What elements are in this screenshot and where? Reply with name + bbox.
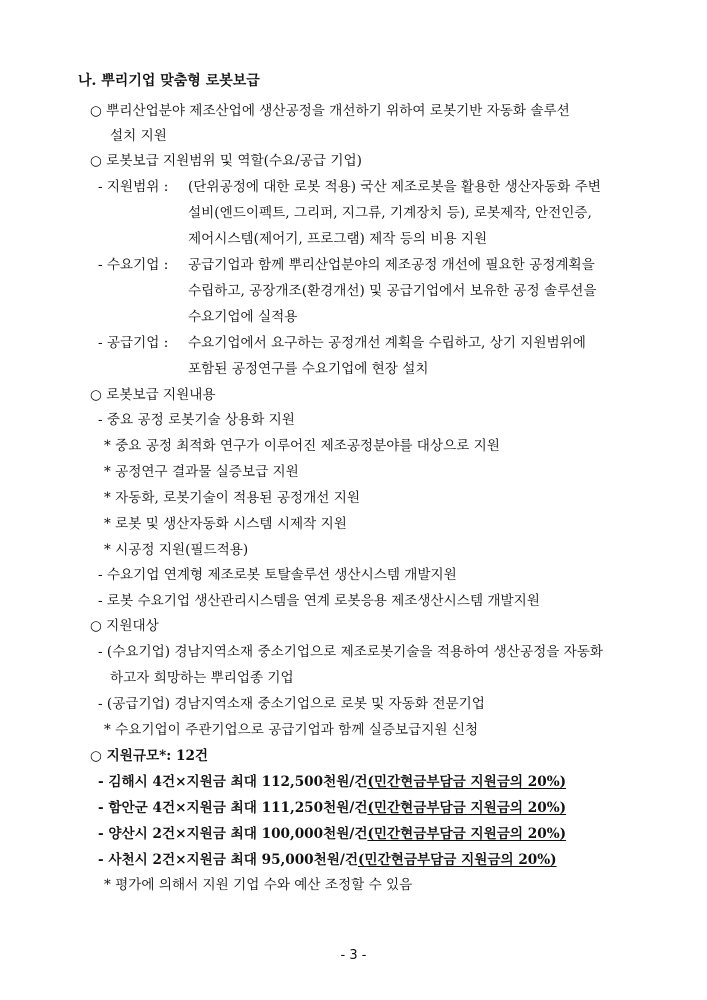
content-note: * 자동화, 로봇기술이 적용된 공정개선 지원 (104, 490, 360, 506)
content-heading: ○ 로봇보급 지원내용 (90, 387, 216, 403)
support-range-line-2: 설비(엔드이펙트, 그리퍼, 지그류, 기계장치 등), 로봇제작, 안전인증, (188, 205, 592, 221)
scale-row-condition: (민간현금부담금 지원금의 20%) (367, 774, 567, 790)
target-supply-line: - (공급기업) 경남지역소재 중소기업으로 로봇 및 자동화 전문기업 (98, 696, 485, 712)
purpose-line-2: 설치 지원 (110, 128, 167, 144)
content-note: * 시공정 지원(필드적용) (104, 542, 249, 558)
scope-heading: ○ 로봇보급 지원범위 및 역할(수요/공급 기업) (90, 153, 362, 169)
content-item-2: - 수요기업 연계형 제조로봇 토탈솔루션 생산시스템 개발지원 (98, 567, 457, 583)
demand-line-1: 공급기업과 함께 뿌리산업분야의 제조공정 개선에 필요한 공정계획을 (188, 257, 595, 273)
scale-row-condition: (민간현금부담금 지원금의 20%) (358, 852, 557, 868)
demand-label: - 수요기업 : (98, 257, 169, 273)
content-note: * 로봇 및 생산자동화 시스템 시제작 지원 (104, 516, 347, 532)
scale-row (98, 850, 557, 870)
support-range-label: - 지원범위 : (98, 179, 169, 195)
demand-line-2: 수립하고, 공장개조(환경개선) 및 공급기업에서 보유한 공정 솔루션을 (188, 283, 597, 299)
target-note: * 수요기업이 주관기업으로 공급기업과 함께 실증보급지원 신청 (104, 722, 479, 738)
supply-line-2: 포함된 공정연구를 수요기업에 현장 설치 (188, 361, 429, 377)
target-demand-line-2: 하고자 희망하는 뿌리업종 기업 (110, 670, 294, 686)
purpose-line-1: ○ 뿌리산업분야 제조산업에 생산공정을 개선하기 위하여 로봇기반 자동화 솔루션 (90, 103, 570, 119)
content-note: * 공정연구 결과물 실증보급 지원 (104, 464, 299, 480)
scale-row (98, 772, 566, 792)
scale-row-main: - 김해시 4건×지원금 최대 112,500천원/건 (98, 774, 368, 790)
section-title: 나. 뿌리기업 맞춤형 로봇보급 (78, 73, 260, 89)
demand-line-3: 수요기업에 실적용 (188, 309, 298, 325)
supply-label: - 공급기업 : (98, 335, 169, 351)
page-number: - 3 - (340, 948, 367, 963)
scale-row-condition: (민간현금부담금 지원금의 20%) (367, 800, 567, 816)
support-range-line-3: 제어시스템(제어기, 프로그램) 제작 등의 비용 지원 (188, 231, 488, 247)
scale-row-condition: (민간현금부담금 지원금의 20%) (367, 826, 567, 842)
content-item-1: - 중요 공정 로봇기술 상용화 지원 (98, 412, 295, 428)
content-note: * 중요 공정 최적화 연구가 이루어진 제조공정분야를 대상으로 지원 (104, 438, 500, 454)
scale-row (98, 824, 566, 844)
scale-row-main: - 사천시 2건×지원금 최대 95,000천원/건 (98, 852, 358, 868)
support-range-line-1: (단위공정에 대한 로봇 적용) 국산 제조로봇을 활용한 생산자동화 주변 (188, 179, 601, 195)
supply-line-1: 수요기업에서 요구하는 공정개선 계획을 수립하고, 상기 지원범위에 (188, 335, 586, 351)
scale-heading: ○ 지원규모*: 12건 (90, 748, 209, 764)
scale-row (98, 798, 566, 818)
target-heading: ○ 지원대상 (90, 618, 159, 634)
scale-row-main: - 양산시 2건×지원금 최대 100,000천원/건 (98, 826, 368, 842)
content-item-3: - 로봇 수요기업 생산관리시스템을 연계 로봇응용 제조생산시스템 개발지원 (98, 593, 540, 609)
target-demand-line-1: - (수요기업) 경남지역소재 중소기업으로 제조로봇기술을 적용하여 생산공정을 자동화 (98, 644, 604, 660)
scale-note: * 평가에 의해서 지원 기업 수와 예산 조정할 수 있음 (104, 877, 413, 893)
scale-row-main: - 함안군 4건×지원금 최대 111,250천원/건 (98, 800, 368, 816)
